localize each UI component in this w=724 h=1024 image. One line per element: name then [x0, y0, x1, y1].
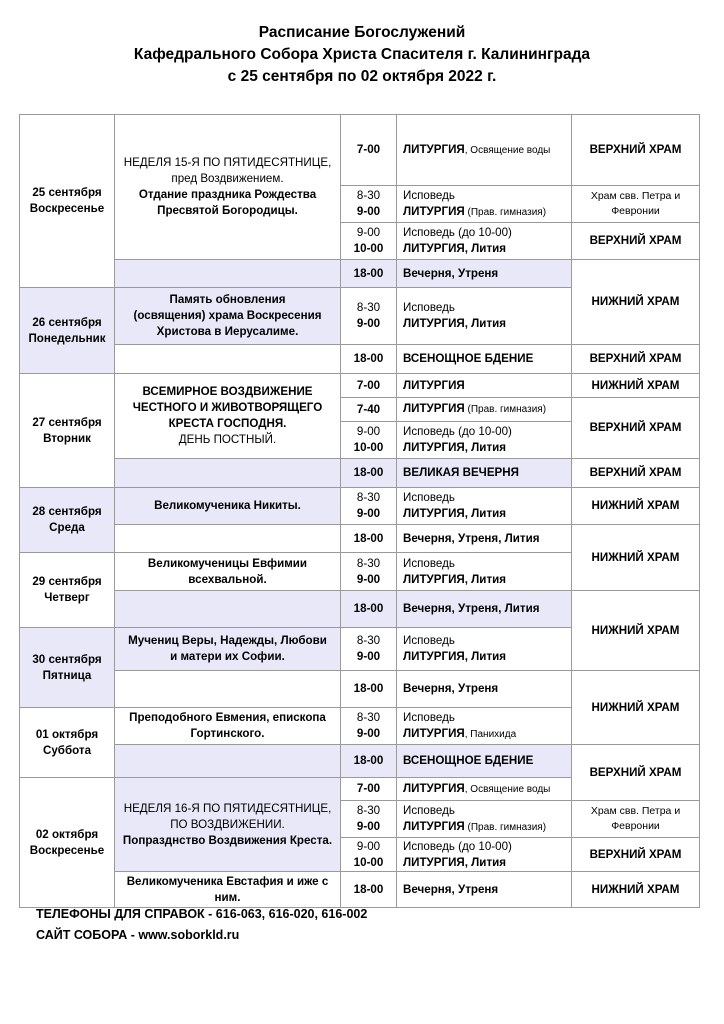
service-text: Вечерня, Утреня — [403, 266, 499, 280]
service-text: , Освящение воды — [464, 144, 551, 156]
time-cell — [340, 707, 397, 745]
event-cell — [114, 344, 341, 374]
service-time: 18-00 — [353, 352, 384, 365]
event-text: Преподобного Евмения, епископа — [129, 711, 326, 724]
service-cell — [396, 185, 572, 223]
title-line-2: Кафедрального Собора Христа Спасителя г. Калининграда — [133, 46, 591, 63]
service-time: 9-00 — [356, 572, 381, 586]
church-cell — [571, 344, 700, 374]
service-cell — [396, 487, 572, 525]
time-cell — [340, 627, 397, 671]
service-cell — [396, 871, 572, 908]
phones-line: ТЕЛЕФОНЫ ДЛЯ СПРАВОК - 616-063, 616-020, 616-002 — [36, 907, 368, 921]
church-name: Храм свв. Петра и — [590, 190, 681, 202]
service-cell — [396, 590, 572, 628]
event-text: Попразднство Воздвижения Креста. — [122, 833, 333, 847]
service-time: 9-00 — [356, 727, 381, 740]
service-cell — [396, 627, 572, 671]
event-cell — [114, 487, 341, 525]
title-line-3: с 25 сентября по 02 октября 2022 г. — [227, 68, 497, 85]
time-cell — [340, 114, 397, 186]
church-cell — [571, 114, 700, 186]
service-text: ВСЕНОЩНОЕ БДЕНИЕ — [403, 352, 534, 365]
time-cell — [340, 487, 397, 525]
service-time: 9-00 — [356, 839, 381, 853]
service-time: 18-00 — [353, 682, 384, 695]
event-text: ДЕНЬ ПОСТНЫЙ. — [178, 433, 277, 446]
day-label: Четверг — [44, 591, 90, 604]
service-time: 7-40 — [356, 402, 381, 416]
service-text: Вечерня, Утреня, Лития — [403, 531, 540, 545]
event-cell — [114, 744, 341, 778]
service-text: Вечерня, Утреня, Лития — [403, 602, 540, 615]
church-cell — [571, 185, 700, 223]
service-text: ЛИТУРГИЯ — [403, 726, 465, 740]
event-text: и матери их Софии. — [170, 650, 285, 663]
service-cell — [396, 670, 572, 708]
church-name: ВЕРХНИЙ ХРАМ — [589, 421, 682, 434]
event-text: Великомученика Никиты. — [154, 499, 301, 512]
service-text: Исповедь — [403, 634, 455, 647]
service-time: 9-00 — [356, 226, 381, 239]
day-cell — [19, 487, 115, 553]
service-text: (Прав. гимназия) — [464, 821, 547, 833]
church-name: НИЖНИЙ ХРАМ — [591, 623, 680, 637]
event-cell — [114, 707, 341, 745]
service-time: 9-00 — [356, 425, 381, 438]
service-time: 10-00 — [353, 855, 384, 869]
service-cell — [396, 800, 572, 838]
service-text: ЛИТУРГИЯ — [403, 402, 465, 415]
event-cell — [114, 590, 341, 628]
service-text: Исповедь — [403, 188, 455, 202]
service-time: 9-00 — [356, 820, 381, 833]
service-text: ЛИТУРГИЯ — [403, 204, 465, 218]
event-text: ЧЕСТНОГО И ЖИВОТВОРЯЩЕГО — [132, 401, 323, 414]
event-text: Мучениц Веры, Надежды, Любови — [128, 634, 327, 647]
service-time: 8-30 — [356, 189, 381, 202]
church-name: ВЕРХНИЙ ХРАМ — [589, 234, 682, 247]
church-name: НИЖНИЙ ХРАМ — [591, 550, 680, 564]
day-cell — [19, 707, 115, 778]
service-cell — [396, 222, 572, 260]
service-text: ЛИТУРГИЯ, Лития — [403, 441, 507, 454]
event-text: Память обновления — [169, 293, 286, 306]
church-name: Храм свв. Петра и — [590, 805, 681, 817]
church-name: ВЕРХНИЙ ХРАМ — [589, 352, 682, 365]
service-text: , Панихида — [464, 728, 517, 740]
service-text: ЛИТУРГИЯ, Лития — [403, 242, 507, 255]
time-cell — [340, 287, 397, 345]
event-text: пред Воздвижением. — [171, 172, 284, 185]
day-label: Понедельник — [28, 331, 106, 345]
service-text: ЛИТУРГИЯ, Лития — [403, 317, 507, 330]
service-time: 9-00 — [356, 317, 381, 330]
service-text: ВЕЛИКАЯ ВЕЧЕРНЯ — [403, 466, 519, 479]
church-name: НИЖНИЙ ХРАМ — [591, 499, 680, 512]
day-cell — [19, 777, 115, 908]
service-time: 8-30 — [356, 804, 381, 817]
day-label: 26 сентября — [32, 315, 102, 329]
church-cell — [571, 524, 700, 591]
service-cell — [396, 524, 572, 553]
service-text: Исповедь — [403, 491, 455, 504]
service-text: ЛИТУРГИЯ, Лития — [403, 650, 507, 663]
service-time: 9-00 — [356, 507, 381, 520]
church-cell — [571, 397, 700, 459]
church-cell — [571, 487, 700, 525]
time-cell — [340, 373, 397, 398]
service-cell — [396, 373, 572, 398]
service-time: 18-00 — [353, 266, 384, 280]
time-cell — [340, 590, 397, 628]
event-text: всехвальной. — [188, 572, 267, 586]
day-label: 29 сентября — [32, 575, 102, 588]
church-cell — [571, 373, 700, 398]
contacts-block — [36, 904, 367, 946]
church-cell — [571, 800, 700, 838]
church-cell — [571, 590, 700, 671]
service-text: Исповедь — [403, 556, 455, 570]
service-cell — [396, 287, 572, 345]
event-text: Пресвятой Богородицы. — [157, 204, 298, 217]
service-cell — [396, 344, 572, 374]
church-name: Февронии — [611, 820, 660, 832]
day-cell — [19, 373, 115, 488]
day-label: Вторник — [43, 431, 91, 445]
service-time: 9-00 — [356, 205, 381, 218]
event-text: Гортинского. — [190, 727, 265, 740]
event-text: ВСЕМИРНОЕ ВОЗДВИЖЕНИЕ — [142, 385, 313, 398]
service-text: Исповедь — [403, 710, 455, 724]
service-time: 8-30 — [356, 634, 381, 647]
church-name: Февронии — [611, 205, 660, 217]
day-label: 28 сентября — [32, 505, 102, 518]
service-time: 7-00 — [356, 143, 381, 156]
church-name: ВЕРХНИЙ ХРАМ — [589, 847, 682, 861]
website-line: САЙТ СОБОРА - www.soborkld.ru — [36, 928, 240, 942]
schedule-table — [19, 114, 699, 904]
event-cell — [114, 777, 341, 872]
service-time: 18-00 — [353, 754, 384, 767]
event-cell — [114, 259, 341, 288]
day-label: 02 октября — [35, 827, 99, 841]
service-cell — [396, 259, 572, 288]
service-time: 7-00 — [356, 782, 381, 795]
service-text: ВСЕНОЩНОЕ БДЕНИЕ — [403, 754, 534, 767]
event-text: ПО ВОЗДВИЖЕНИИ. — [170, 817, 285, 831]
church-cell — [571, 259, 700, 345]
time-cell — [340, 185, 397, 223]
service-cell — [396, 707, 572, 745]
service-cell — [396, 114, 572, 186]
church-cell — [571, 222, 700, 260]
service-time: 8-30 — [356, 556, 381, 570]
service-cell — [396, 552, 572, 591]
church-cell — [571, 871, 700, 908]
service-cell — [396, 744, 572, 778]
event-text: Христова в Иерусалиме. — [156, 325, 299, 338]
day-cell — [19, 627, 115, 708]
service-time: 18-00 — [353, 466, 384, 479]
service-text: ЛИТУРГИЯ — [403, 378, 465, 392]
day-label: Воскресенье — [29, 843, 105, 857]
service-text: ЛИТУРГИЯ — [403, 781, 465, 795]
event-text: Великомученика Евстафия и иже с — [126, 874, 329, 888]
time-cell — [340, 524, 397, 553]
service-cell — [396, 397, 572, 422]
event-cell — [114, 373, 341, 459]
service-text: Вечерня, Утреня — [403, 682, 499, 695]
church-name: ВЕРХНИЙ ХРАМ — [589, 765, 682, 779]
service-text: Исповедь (до 10-00) — [403, 425, 512, 438]
service-text: Исповедь (до 10-00) — [403, 839, 512, 853]
church-cell — [571, 744, 700, 801]
service-text: ЛИТУРГИЯ — [403, 142, 465, 156]
time-cell — [340, 222, 397, 260]
event-text: НЕДЕЛЯ 15-Я ПО ПЯТИДЕСЯТНИЦЕ, — [123, 156, 332, 169]
church-cell — [571, 670, 700, 745]
event-text: (освящения) храма Воскресения — [133, 309, 322, 322]
service-text: , Освящение воды — [464, 783, 551, 795]
service-text: Исповедь (до 10-00) — [403, 226, 512, 239]
time-cell — [340, 837, 397, 872]
church-name: ВЕРХНИЙ ХРАМ — [589, 466, 682, 479]
event-text: Отдание праздника Рождества — [138, 188, 317, 201]
service-time: 8-30 — [356, 711, 381, 724]
service-text: ЛИТУРГИЯ, Лития — [403, 507, 507, 520]
service-time: 18-00 — [353, 602, 384, 615]
service-cell — [396, 421, 572, 459]
day-cell — [19, 114, 115, 288]
day-label: 25 сентября — [32, 186, 102, 199]
event-cell — [114, 458, 341, 488]
time-cell — [340, 871, 397, 908]
event-cell — [114, 871, 341, 908]
service-time: 10-00 — [353, 242, 384, 255]
service-cell — [396, 458, 572, 488]
event-cell — [114, 670, 341, 708]
time-cell — [340, 670, 397, 708]
church-name: НИЖНИЙ ХРАМ — [591, 882, 680, 896]
church-cell — [571, 837, 700, 872]
day-label: 30 сентября — [32, 652, 102, 666]
service-time: 18-00 — [353, 531, 384, 545]
service-text: ЛИТУРГИЯ, Лития — [403, 855, 507, 869]
day-label: Суббота — [42, 743, 92, 757]
church-name: НИЖНИЙ ХРАМ — [591, 295, 680, 308]
church-cell — [571, 458, 700, 488]
event-text: КРЕСТА ГОСПОДНЯ. — [168, 417, 287, 430]
time-cell — [340, 397, 397, 422]
service-text: (Прав. гимназия) — [464, 404, 547, 415]
event-text: НЕДЕЛЯ 16-Я ПО ПЯТИДЕСЯТНИЦЕ, — [123, 801, 332, 815]
time-cell — [340, 552, 397, 591]
service-text: (Прав. гимназия) — [464, 206, 547, 218]
event-cell — [114, 524, 341, 553]
day-label: Воскресенье — [29, 202, 105, 215]
title-line-1: Расписание Богослужений — [258, 24, 466, 41]
service-cell — [396, 837, 572, 872]
event-text: Великомученицы Евфимии — [147, 556, 308, 570]
time-cell — [340, 777, 397, 801]
service-cell — [396, 777, 572, 801]
event-cell — [114, 114, 341, 260]
day-label: Среда — [49, 521, 85, 534]
time-cell — [340, 421, 397, 459]
service-time: 9-00 — [356, 650, 381, 663]
schedule-title — [0, 22, 724, 88]
time-cell — [340, 744, 397, 778]
service-time: 18-00 — [353, 882, 384, 896]
church-name: ВЕРХНИЙ ХРАМ — [589, 143, 682, 156]
event-cell — [114, 552, 341, 591]
time-cell — [340, 458, 397, 488]
day-label: Пятница — [42, 668, 92, 682]
service-text: Вечерня, Утреня — [403, 882, 499, 896]
day-label: 27 сентября — [32, 415, 102, 429]
day-cell — [19, 552, 115, 628]
time-cell — [340, 344, 397, 374]
service-time: 7-00 — [356, 378, 381, 392]
service-text: Исповедь — [403, 301, 455, 314]
day-cell — [19, 287, 115, 374]
service-text: ЛИТУРГИЯ, Лития — [403, 572, 507, 586]
event-cell — [114, 287, 341, 345]
service-time: 8-30 — [356, 301, 381, 314]
church-name: НИЖНИЙ ХРАМ — [591, 700, 680, 714]
service-time: 8-30 — [356, 491, 381, 504]
service-text: ЛИТУРГИЯ — [403, 819, 465, 833]
time-cell — [340, 800, 397, 838]
event-text: ним. — [214, 890, 241, 904]
time-cell — [340, 259, 397, 288]
service-time: 10-00 — [353, 441, 384, 454]
church-name: НИЖНИЙ ХРАМ — [591, 378, 680, 392]
event-cell — [114, 627, 341, 671]
service-text: Исповедь — [403, 803, 455, 817]
day-label: 01 октября — [35, 727, 99, 741]
